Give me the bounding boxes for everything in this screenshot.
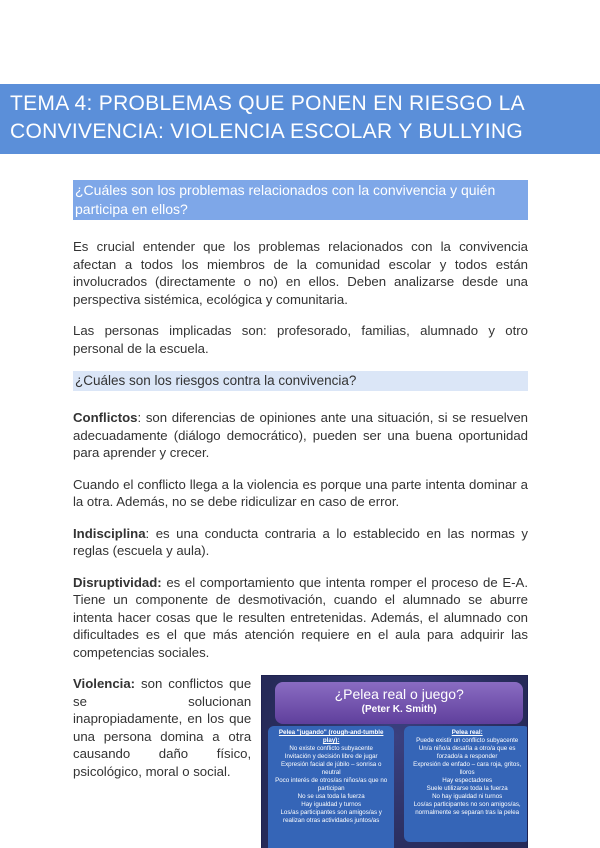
slide-column-real-fight — [404, 726, 528, 842]
slide-play-heading: Pelea "jugando" (rough-and-tumble play): — [278, 729, 384, 744]
term-disruptividad: Disruptividad: — [73, 574, 162, 590]
paragraph-indisciplina — [73, 525, 528, 560]
text-disruptividad: es el comportamiento que intenta romper el proceso de E-A. Tiene un componente de desmotivación, cuando el alumnado se aburre intenta hacer cosas que le resulten entretenidas. Además, el alumnado con dificultades es el que más atención requiere en el aula para adquirir las competencias sociales. — [73, 574, 528, 660]
page-title-banner — [0, 84, 600, 154]
slide-play-item: Expresión facial de júbilo – sonrisa o neutral — [280, 761, 382, 776]
title-line-2: CONVIVENCIA: VIOLENCIA ESCOLAR Y BULLYING — [10, 120, 523, 143]
violencia-row — [73, 675, 528, 848]
question-heading-1: ¿Cuáles son los problemas relacionados con la convivencia y quién participa en ellos? — [73, 180, 528, 220]
document-body — [73, 180, 528, 848]
slide-play-item: Hay igualdad y turnos — [301, 801, 362, 808]
paragraph-people: Las personas implicadas son: profesorado, familias, alumnado y otro personal de la escuela. — [73, 323, 528, 356]
slide-play-item: No existe conflicto subyacente — [289, 745, 373, 752]
term-violencia: Violencia: — [73, 676, 136, 691]
slide-play-item: No se usa toda la fuerza — [297, 793, 365, 800]
paragraph-violencia — [73, 675, 251, 848]
text-indisciplina: : es una conducta contraria a lo establecido en las normas y reglas (escuela y aula). — [73, 525, 528, 558]
slide-title-box — [275, 682, 523, 724]
title-line-1: TEMA 4: PROBLEMAS QUE PONEN EN RIESGO LA — [10, 92, 525, 115]
paragraph-violence-note: Cuando el conflicto llega a la violencia es porque una parte intenta dominar a la otra. Además, no se debe ridiculizar en caso de error. — [73, 476, 528, 509]
text-conflictos: : son diferencias de opiniones ante una situación, si se resuelven adecuadamente (diálogo democrático), pueden ser una buena oportunidad para aprender y crecer. — [73, 410, 528, 460]
slide-play-item: Los/as participantes son amigos/as y realizan otras actividades juntos/as — [280, 809, 382, 824]
term-conflictos: Conflictos — [73, 410, 138, 425]
slide-real-item: Los/as participantes no son amigos/as, normalmente se separan tras la pelea — [413, 801, 521, 816]
paragraph-intro: Es crucial entender que los problemas relacionados con la convivencia afectan a todos los miembros de la comunidad escolar y todos están involucrados (directamente o no) en ellos. Deben analizarse desde una perspectiva sistémica, ecológica y comunitaria. — [73, 239, 528, 307]
slide-title: ¿Pelea real o juego? — [334, 686, 464, 702]
paragraph-conflictos — [73, 409, 528, 462]
question-heading-2: ¿Cuáles son los riesgos contra la convivencia? — [73, 371, 528, 391]
slide-real-item: Hay espectadores — [442, 777, 493, 784]
slide-real-item: Puede existir un conflicto subyacente — [416, 737, 519, 744]
slide-column-play — [268, 726, 394, 848]
slide-subtitle: (Peter K. Smith) — [361, 704, 437, 715]
slide-real-item: Suele utilizarse toda la fuerza — [426, 785, 508, 792]
slide-real-item: No hay igualdad ni turnos — [432, 793, 503, 800]
term-indisciplina: Indisciplina — [73, 525, 146, 541]
slide-play-item: Invitación y decisión libre de jugar — [284, 753, 378, 760]
text-violencia: son conflictos que se solucionan inapropiadamente, en los que una persona domina a otra causando daño físico, psicológico, moral o social. — [73, 676, 252, 779]
slide-play-item: Poco interés de otros/as niños/as que no participan — [275, 777, 388, 792]
slide-real-item: Expresión de enfado – cara roja, gritos, lloros — [413, 761, 522, 776]
slide-real-heading: Pelea real: — [451, 729, 483, 736]
slide-image — [261, 675, 528, 848]
slide-real-item: Un/a niño/a desafía a otro/a que es forzado/a a responder — [418, 745, 516, 760]
paragraph-disruptividad — [73, 574, 528, 662]
